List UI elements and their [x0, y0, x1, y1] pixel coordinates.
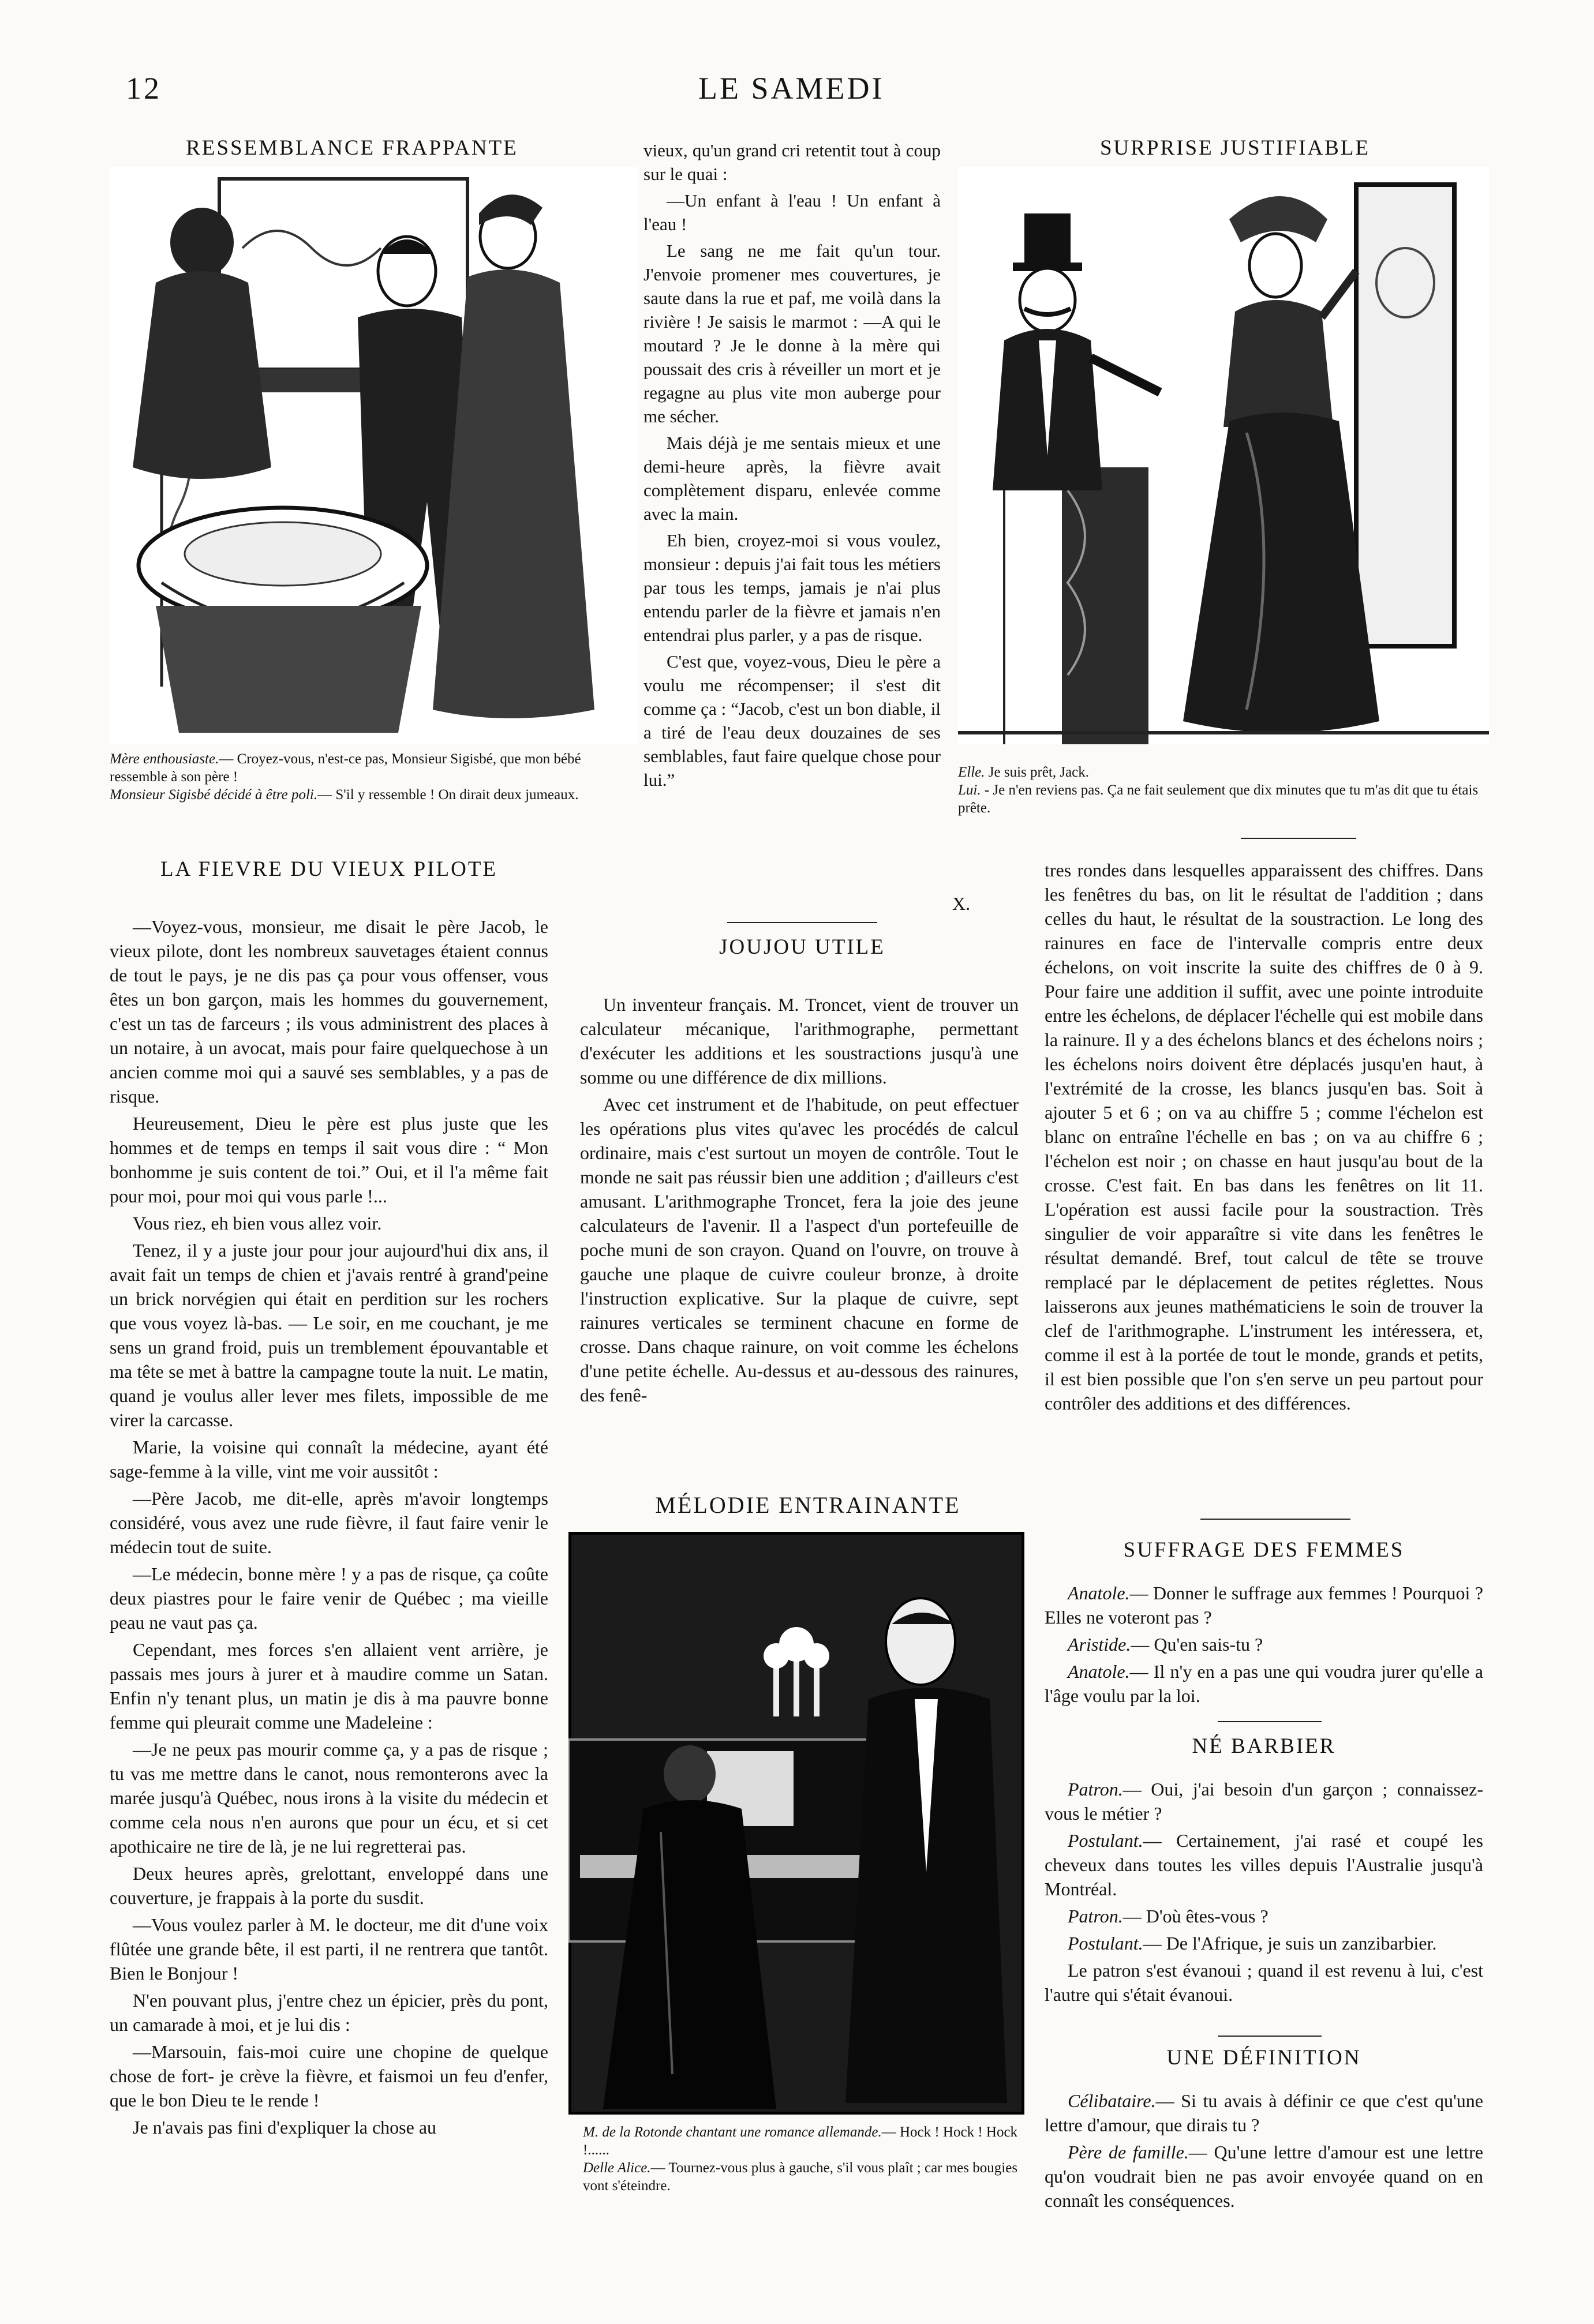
caption-text: — Hock ! Hock ! Hock !......	[583, 2124, 1018, 2158]
caption-text: — Tournez-vous plus à gauche, s'il vous plaît ; car mes bougies vont s'éteindre.	[583, 2160, 1018, 2194]
paragraph: Avec cet instrument et de l'habitude, on peut effectuer les opérations plus vites qu'avec les procédés de calcul ordinaire, mais c'est surtout un moyen de contrôle. Tout le monde ne sait pas réussir bien une addition ; d'ailleurs c'est amusant. L'arithmographe Troncet, fera la joie des jeune calculateurs de l'avenir. Il a l'aspect d'un portefeuille de poche muni de son crayon. Quand on l'ouvre, on trouve à gauche une plaque de cuivre couleur bronze, à droite l'instruction explicative. Sur la plaque de cuivre, sept rainures verticales se terminent chacune en forme de crosse. Dans chaque rainure, on voit comme les échelons d'une petite échelle. Au-dessus et au-dessous des rainures, des fenê-	[580, 1094, 1019, 1405]
fievre-signature: X.	[952, 893, 971, 914]
barbier-title: NÉ BARBIER	[1192, 1734, 1336, 1758]
joujou-column-3	[1045, 858, 1483, 1418]
paragraph: —Vous voulez parler à M. le docteur, me dit d'une voix flûtée une grande bête, il est parti, il ne rentrera que tantôt. Bien le Bonjour !	[110, 1914, 548, 1984]
dialog-text: — Donner le suffrage aux femmes ! Pourquoi ? Elles ne voteront pas ?	[1045, 1583, 1483, 1628]
fievre-column-1	[110, 914, 548, 2142]
dialog-speaker: Père de famille.	[1068, 2142, 1189, 2162]
paragraph: Je n'avais pas fini d'expliquer la chose au	[133, 2117, 437, 2138]
paragraph: —Je ne peux pas mourir comme ça, y a pas de risque ; tu vas me mettre dans le canot, nous remonterons avec la marée jusqu'à Québec, nous irons à la visite du médecin et comme cela nous n'en aurons que pour un écu, et si cet apothicaire ne tire de là, je ne lui regretterai pas.	[110, 1739, 548, 1857]
ressemblance-caption	[110, 750, 638, 804]
suffrage-column	[1045, 1581, 1483, 1711]
barbier-column	[1045, 1777, 1483, 2010]
joujou-column-2	[580, 992, 1019, 1410]
divider	[1241, 838, 1356, 839]
paragraph: vieux, qu'un grand cri retentit tout à coup sur le quai :	[643, 140, 941, 184]
definition-title: UNE DÉFINITION	[1166, 2046, 1361, 2070]
dialog-text: — Il n'y en a pas une qui voudra jurer qu'elle a l'âge voulu par la loi.	[1045, 1661, 1483, 1706]
paragraph: Vous riez, eh bien vous allez voir.	[133, 1213, 382, 1234]
dialog-text: — Qu'en sais-tu ?	[1131, 1634, 1263, 1655]
fievre-column-2	[643, 138, 941, 794]
dialog-text: — D'où êtes-vous ?	[1122, 1906, 1269, 1926]
journal-title: LE SAMEDI	[698, 71, 885, 106]
divider	[1200, 1519, 1350, 1520]
paragraph: Deux heures après, grelottant, enveloppé dans une couverture, je frappais à la porte du susdit.	[110, 1863, 548, 1908]
caption-text: — S'il y ressemble ! On dirait deux jumeaux.	[317, 787, 579, 803]
paragraph: —Marsouin, fais-moi cuire une chopine de quelque chose de fort- je crève la fièvre, et faismoi un feu d'enfer, que le bon Dieu te le rende !	[110, 2041, 548, 2111]
joujou-title: JOUJOU UTILE	[719, 935, 885, 959]
paragraph: Marie, la voisine qui connaît la médecine, ayant été sage-femme à la ville, vint me voir aussitôt :	[110, 1437, 548, 1482]
paragraph: Heureusement, Dieu le père est plus juste que les hommes et de temps en temps il sait vous dire : “ Mon bonhomme je suis content de toi.” Oui, et il l'a même fait pour moi, pour moi qui vous parle !...	[110, 1113, 548, 1206]
caption-speaker: Monsieur Sigisbé décidé à être poli.	[110, 787, 318, 803]
dialog-speaker: Postulant.	[1068, 1830, 1143, 1851]
paragraph: —Le médecin, bonne mère ! y a pas de risque, ça coûte deux piastres pour le faire venir de Québec ; ma vieille peau ne vaut pas ça.	[110, 1564, 548, 1633]
suffrage-title: SUFFRAGE DES FEMMES	[1123, 1538, 1405, 1562]
melodie-caption	[583, 2123, 1021, 2195]
dialog-text: — De l'Afrique, je suis un zanzibarbier.	[1143, 1933, 1437, 1954]
dialog-speaker: Patron.	[1068, 1779, 1123, 1800]
surprise-title: SURPRISE JUSTIFIABLE	[1099, 136, 1371, 160]
dialog-text: — Certainement, j'ai rasé et coupé les cheveux dans toutes les villes depuis l'Australie jusqu'à Montréal.	[1045, 1830, 1483, 1899]
paragraph: tres rondes dans lesquelles apparaissent des chiffres. Dans les fenêtres du bas, on lit le résultat de l'addition ; dans celles du haut, le résultat de la soustraction. Le long des rainures en face de l'intervalle compris entre deux échelons, on voit inscrite la suite des chiffres de 0 à 9. Pour faire une addition il suffit, avec une pointe introduite entre les échelons, de déplacer l'échelle qui est mobile dans la rainure. Il y a des échelons blancs et des échelons noirs ; les échelons noirs doivent être déplacés jusqu'en haut, à l'extrémité de la crosse, les blancs jusqu'en bas. Soit à ajouter 5 et 6 ; on va au chiffre 5 ; comme l'échelon est blanc on entraîne l'échelle en bas ; on va au chiffre 6 ; l'échelon est noir ; on chasse en haut jusqu'au bout de la crosse. C'est fait. En bas dans les fenêtres on lit 11. L'opération est aussi facile pour la soustraction. Très singulier de voir apparaître si vite dans les fenêtres le résultat demandé. Bref, tout calcul de tête se trouve remplacé par le déplacement de petites réglettes. Nous laisserons aux jeunes mathématiciens le soin de trouver la clef de l'arithmographe. L'instrument les intéressera, et, comme il est à la portée de tout le monde, grands et petits, il est bien possible que l'on s'en serve un peu partout pour contrôler des additions et des différences.	[1045, 860, 1483, 1414]
caption-text: Je suis prêt, Jack.	[985, 764, 1090, 780]
caption-speaker: Delle Alice.	[583, 2160, 651, 2176]
paragraph: Cependant, mes forces s'en allaient vent arrière, je passais mes jours à jurer et à maudire comme un Satan. Enfin n'y tenant plus, un matin je dis à ma pauvre bonne femme qui pleurait comme une Madeleine :	[110, 1639, 548, 1733]
melodie-title: MÉLODIE ENTRAINANTE	[655, 1492, 961, 1518]
paragraph: —Voyez-vous, monsieur, me disait le père Jacob, le vieux pilote, dont les nombreux sauvetages étaient connus de tout le pays, je ne dis pas ça pour vous offenser, vous êtes un bon garçon, mais les hommes du gouvernement, c'est un tas de farceurs ; ils vous administrent des places à un notaire, à un avocat, mais pour faire quelquechose à un ancien comme moi qui a sauvé ses semblables, y a pas de risque.	[110, 916, 548, 1107]
paragraph: Le patron s'est évanoui ; quand il est revenu à lui, c'est l'autre qui s'était évanoui.	[1045, 1960, 1483, 2005]
dialog-text: — Si tu avais à définir ce que c'est qu'une lettre d'amour, que dirais tu ?	[1045, 2090, 1483, 2135]
dialog-speaker: Célibataire.	[1068, 2090, 1156, 2111]
page-number: 12	[126, 71, 162, 106]
ressemblance-title: RESSEMBLANCE FRAPPANTE	[186, 136, 518, 160]
caption-speaker: M. de la Rotonde chantant une romance allemande.	[583, 2124, 882, 2140]
dialog-speaker: Postulant.	[1068, 1933, 1143, 1954]
divider	[1218, 1721, 1322, 1722]
paragraph: Le sang ne me fait qu'un tour. J'envoie promener mes couvertures, je saute dans la rue et paf, me voilà dans la rivière ! Je saisis le marmot : —A qui le moutard ? Je le donne à la mère qui poussait des cris à réveiller un mort et je regagne au plus vite mon auberge pour me sécher.	[643, 241, 941, 426]
paragraph: —Un enfant à l'eau ! Un enfant à l'eau !	[643, 190, 941, 234]
melodie-illustration	[568, 1532, 1024, 2115]
dialog-text: — Qu'une lettre d'amour est une lettre qu'on voudrait bien ne pas avoir envoyée quand on en connaît les conséquences.	[1045, 2142, 1484, 2211]
paragraph: C'est que, voyez-vous, Dieu le père a voulu me récompenser; il s'est dit comme ça : “Jacob, c'est un bon diable, il a tiré de l'eau deux douzaines de ses semblables, faut faire quelque chose pour lui.”	[643, 651, 941, 790]
paragraph: Mais déjà je me sentais mieux et une demi-heure après, la fièvre avait complètement disparu, enlevée comme avec la main.	[643, 433, 941, 524]
caption-text: - Je n'en reviens pas. Ça ne fait seulement que dix minutes que tu m'as dit que tu étais prête.	[958, 782, 1479, 816]
fievre-title: LA FIEVRE DU VIEUX PILOTE	[160, 857, 498, 881]
divider	[727, 922, 877, 923]
caption-text: — Croyez-vous, n'est-ce pas, Monsieur Sigisbé, que mon bébé ressemble à son père !	[110, 751, 581, 785]
paragraph: —Père Jacob, me dit-elle, après m'avoir longtemps considéré, vous avez une rude fièvre, il faut faire venir le médecin tout de suite.	[110, 1488, 548, 1557]
paragraph: Eh bien, croyez-moi si vous voulez, monsieur : depuis j'ai fait tous les métiers par tous les temps, jamais je n'ai plus entendu parler de la fièvre et jamais n'en entendrai plus parler, y a pas de risque.	[643, 530, 941, 645]
dialog-speaker: Aristide.	[1068, 1634, 1131, 1655]
surprise-caption	[958, 763, 1489, 817]
caption-speaker: Lui.	[958, 782, 981, 798]
dialog-speaker: Anatole.	[1068, 1661, 1130, 1682]
dialog-speaker: Patron.	[1068, 1906, 1123, 1926]
surprise-illustration	[958, 167, 1489, 744]
paragraph: Tenez, il y a juste jour pour jour aujourd'hui dix ans, il avait fait un temps de chien et j'avais rentré à grand'peine un brick norvégien qui était en perdition sur les rochers que vous voyez là-bas. — Le soir, en me couchant, je me sens un grand froid, puis un tremblement épouvantable et ma tête se met à battre la campagne toute la nuit. Le matin, quand je voulus aller lever mes filets, impossible de me virer la carcasse.	[110, 1240, 548, 1430]
paragraph: N'en pouvant plus, j'entre chez un épicier, près du pont, un camarade à moi, et je lui dis :	[110, 1990, 548, 2035]
dialog-text: — Oui, j'ai besoin d'un garçon ; connaissez-vous le métier ?	[1045, 1779, 1483, 1824]
ressemblance-illustration	[110, 167, 638, 744]
caption-speaker: Mère enthousiaste.	[110, 751, 219, 767]
paragraph: Un inventeur français. M. Troncet, vient de trouver un calculateur mécanique, l'arithmographe, permettant d'exécuter les additions et les soustractions jusqu'à une somme ou une différence de dix millions.	[580, 994, 1019, 1088]
definition-column	[1045, 2089, 1483, 2216]
dialog-speaker: Anatole.	[1068, 1583, 1130, 1603]
divider	[1218, 2036, 1322, 2037]
caption-speaker: Elle.	[958, 764, 985, 780]
